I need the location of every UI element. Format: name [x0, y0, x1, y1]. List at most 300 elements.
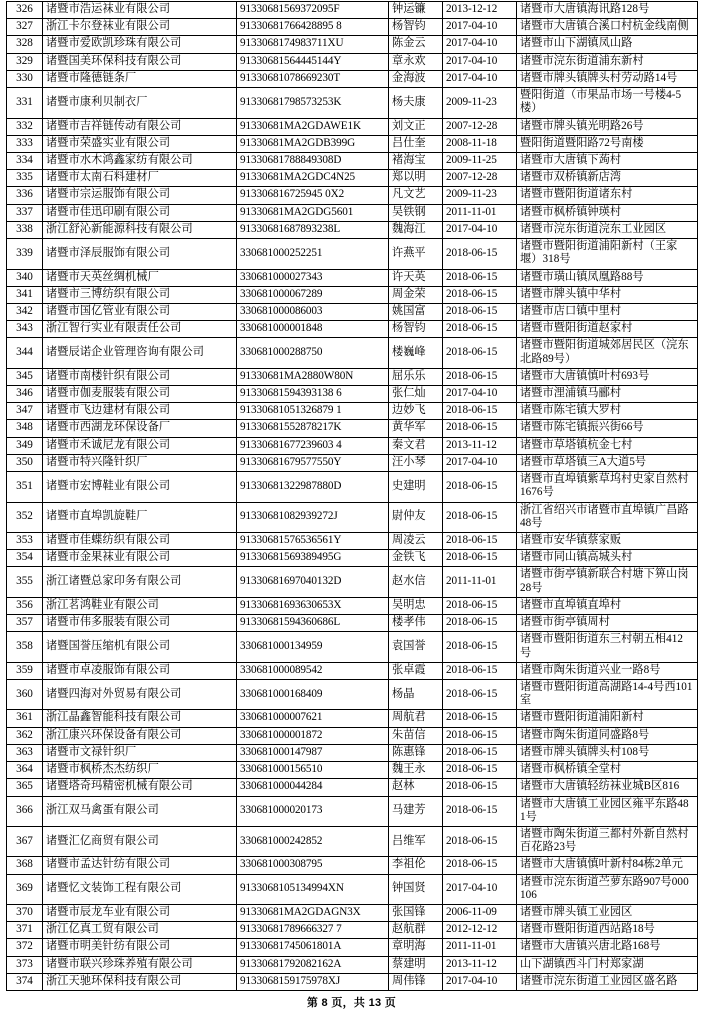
row-enterprise-name-cell: 诸暨市太南石料建材厂 — [43, 170, 237, 187]
row-index-cell: 326 — [7, 2, 43, 19]
row-address-cell: 诸暨市枫桥镇钟瑛村 — [517, 204, 698, 221]
row-registration-date-cell: 2018-06-15 — [443, 533, 517, 550]
row-address-cell: 诸暨市暨阳街道城郊居民区（浣东北路89号） — [517, 338, 698, 368]
row-enterprise-name-cell: 诸暨市宏博鞋业有限公司 — [43, 472, 237, 502]
row-credit-code-cell: 91330681594393138 6 — [237, 386, 389, 403]
row-registration-date-cell: 2012-12-12 — [443, 922, 517, 939]
row-legal-person-cell: 金铁飞 — [389, 550, 443, 567]
row-registration-date-cell: 2009-11-25 — [443, 152, 517, 169]
row-enterprise-name-cell: 诸暨市佳蝶纺织有限公司 — [43, 533, 237, 550]
row-address-cell: 诸暨市直埠镇紫草坞村史家自然村1676号 — [517, 472, 698, 502]
row-credit-code-cell: 330681000134959 — [237, 632, 389, 662]
table-row — [7, 779, 698, 796]
row-enterprise-name-cell: 诸暨市康利贝制衣厂 — [43, 88, 237, 118]
row-credit-code-cell: 330681000156510 — [237, 762, 389, 779]
row-registration-date-cell: 2018-06-15 — [443, 303, 517, 320]
row-credit-code-cell: 330681000168409 — [237, 679, 389, 709]
row-index-cell: 350 — [7, 454, 43, 471]
row-legal-person-cell: 楼孝伟 — [389, 615, 443, 632]
row-credit-code-cell: 91330681745061801A — [237, 939, 389, 956]
row-address-cell: 诸暨市大唐镇合溪口村杭金线南侧 — [517, 19, 698, 36]
row-registration-date-cell: 2018-06-15 — [443, 286, 517, 303]
row-registration-date-cell: 2008-11-18 — [443, 135, 517, 152]
row-legal-person-cell: 黄华军 — [389, 420, 443, 437]
row-registration-date-cell: 2018-06-15 — [443, 744, 517, 761]
table-row — [7, 874, 698, 904]
table-row — [7, 321, 698, 338]
row-registration-date-cell: 2011-11-01 — [443, 567, 517, 597]
row-legal-person-cell: 赵水信 — [389, 567, 443, 597]
row-enterprise-name-cell: 诸暨市文禄针织厂 — [43, 744, 237, 761]
row-enterprise-name-cell: 浙江诸暨总家印务有限公司 — [43, 567, 237, 597]
table-row — [7, 2, 698, 19]
row-enterprise-name-cell: 诸暨市枫桥杰杰纺织厂 — [43, 762, 237, 779]
table-row — [7, 956, 698, 973]
table-row — [7, 762, 698, 779]
row-registration-date-cell: 2018-06-15 — [443, 632, 517, 662]
table-row — [7, 170, 698, 187]
row-credit-code-cell: 91330681MA2GDAWE1K — [237, 118, 389, 135]
row-address-cell: 诸暨市山下湖镇凤山路 — [517, 36, 698, 53]
table-row — [7, 744, 698, 761]
row-enterprise-name-cell: 诸暨市南楼针织有限公司 — [43, 368, 237, 385]
row-legal-person-cell: 陈惠锋 — [389, 744, 443, 761]
table-row — [7, 152, 698, 169]
table-row — [7, 567, 698, 597]
row-address-cell: 诸暨市牌头镇工业园区 — [517, 905, 698, 922]
row-enterprise-name-cell: 诸暨市爱欧凯珍珠有限公司 — [43, 36, 237, 53]
row-credit-code-cell: 330681000086003 — [237, 303, 389, 320]
row-enterprise-name-cell: 浙江晶鑫智能科技有限公司 — [43, 710, 237, 727]
row-legal-person-cell: 吕维军 — [389, 826, 443, 856]
row-index-cell: 338 — [7, 221, 43, 238]
row-index-cell: 370 — [7, 905, 43, 922]
row-enterprise-name-cell: 浙江康兴环保设备有限公司 — [43, 727, 237, 744]
table-row — [7, 796, 698, 826]
row-address-cell: 诸暨市暨阳街道东三村朝五相412号 — [517, 632, 698, 662]
table-row — [7, 36, 698, 53]
row-registration-date-cell: 2018-06-15 — [443, 597, 517, 614]
row-credit-code-cell: 330681000001872 — [237, 727, 389, 744]
row-credit-code-cell: 330681000089542 — [237, 662, 389, 679]
row-legal-person-cell: 张国锋 — [389, 905, 443, 922]
row-index-cell: 363 — [7, 744, 43, 761]
row-legal-person-cell: 杨晶 — [389, 679, 443, 709]
row-credit-code-cell: 330681000001848 — [237, 321, 389, 338]
row-index-cell: 359 — [7, 662, 43, 679]
row-index-cell: 340 — [7, 269, 43, 286]
row-index-cell: 362 — [7, 727, 43, 744]
row-legal-person-cell: 屈乐乐 — [389, 368, 443, 385]
row-index-cell: 371 — [7, 922, 43, 939]
row-registration-date-cell: 2017-04-10 — [443, 19, 517, 36]
row-index-cell: 333 — [7, 135, 43, 152]
row-address-cell: 诸暨市大唐镇下蒟村 — [517, 152, 698, 169]
row-legal-person-cell: 杨夫康 — [389, 88, 443, 118]
row-registration-date-cell: 2018-06-15 — [443, 710, 517, 727]
row-legal-person-cell: 张卓霞 — [389, 662, 443, 679]
row-address-cell: 诸暨市牌头镇牌头村劳动路14号 — [517, 70, 698, 87]
row-address-cell: 诸暨市暨阳街道赵家村 — [517, 321, 698, 338]
row-address-cell: 诸暨市安华镇蔡家贩 — [517, 533, 698, 550]
row-index-cell: 352 — [7, 502, 43, 532]
row-legal-person-cell: 魏王永 — [389, 762, 443, 779]
row-address-cell: 诸暨市暨阳街道浦阳新村 — [517, 710, 698, 727]
row-credit-code-cell: 91330681322987880D — [237, 472, 389, 502]
row-credit-code-cell: 91330681792082162A — [237, 956, 389, 973]
row-registration-date-cell: 2018-06-15 — [443, 239, 517, 269]
row-registration-date-cell: 2018-06-15 — [443, 403, 517, 420]
row-enterprise-name-cell: 浙江天驰环保科技有限公司 — [43, 973, 237, 990]
row-credit-code-cell: 91330681552878217K — [237, 420, 389, 437]
row-index-cell: 353 — [7, 533, 43, 550]
row-index-cell: 366 — [7, 796, 43, 826]
row-registration-date-cell: 2018-06-15 — [443, 615, 517, 632]
row-registration-date-cell: 2018-06-15 — [443, 779, 517, 796]
row-legal-person-cell: 许燕平 — [389, 239, 443, 269]
row-address-cell: 诸暨市街亭镇新联合村塘下箅山岗28号 — [517, 567, 698, 597]
row-index-cell: 358 — [7, 632, 43, 662]
row-address-cell: 诸暨市璜山镇凤凰路88号 — [517, 269, 698, 286]
row-enterprise-name-cell: 浙江茗鸿鞋业有限公司 — [43, 597, 237, 614]
row-enterprise-name-cell: 诸暨四海对外贸易有限公司 — [43, 679, 237, 709]
row-credit-code-cell: 330681000044284 — [237, 779, 389, 796]
row-credit-code-cell: 91330681569389495G — [237, 550, 389, 567]
row-enterprise-name-cell: 浙江舒沁新能源科技有限公司 — [43, 221, 237, 238]
row-enterprise-name-cell: 诸暨国美环保科技有限公司 — [43, 53, 237, 70]
row-index-cell: 369 — [7, 874, 43, 904]
row-index-cell: 372 — [7, 939, 43, 956]
row-legal-person-cell: 秦文君 — [389, 437, 443, 454]
row-registration-date-cell: 2017-04-10 — [443, 221, 517, 238]
row-credit-code-cell: 91330681MA2GDAGN3X — [237, 905, 389, 922]
row-registration-date-cell: 2009-11-23 — [443, 88, 517, 118]
row-registration-date-cell: 2017-04-10 — [443, 53, 517, 70]
row-registration-date-cell: 2011-11-01 — [443, 204, 517, 221]
row-credit-code-cell: 91330681788849308D — [237, 152, 389, 169]
row-credit-code-cell: 91330681789666327 7 — [237, 922, 389, 939]
row-legal-person-cell: 赵航群 — [389, 922, 443, 939]
row-legal-person-cell: 张仁灿 — [389, 386, 443, 403]
row-index-cell: 341 — [7, 286, 43, 303]
row-legal-person-cell: 钟运镰 — [389, 2, 443, 19]
row-registration-date-cell: 2018-06-15 — [443, 727, 517, 744]
row-registration-date-cell: 2018-06-15 — [443, 368, 517, 385]
row-address-cell: 诸暨市双桥镇新店湾 — [517, 170, 698, 187]
table-row — [7, 338, 698, 368]
row-enterprise-name-cell: 诸暨市国亿管业有限公司 — [43, 303, 237, 320]
row-registration-date-cell: 2013-11-12 — [443, 437, 517, 454]
table-row — [7, 269, 698, 286]
row-enterprise-name-cell: 诸暨市直埠凯旋鞋厂 — [43, 502, 237, 532]
row-address-cell: 山下湖镇西斗门村郑家湖 — [517, 956, 698, 973]
table-row — [7, 533, 698, 550]
row-credit-code-cell: 330681000020173 — [237, 796, 389, 826]
row-address-cell: 诸暨市暨阳街道西站路18号 — [517, 922, 698, 939]
row-legal-person-cell: 郑以明 — [389, 170, 443, 187]
row-enterprise-name-cell: 诸暨市隆德链条厂 — [43, 70, 237, 87]
row-legal-person-cell: 陈金云 — [389, 36, 443, 53]
table-row — [7, 454, 698, 471]
row-address-cell: 诸暨市大唐镇慎叶村693号 — [517, 368, 698, 385]
row-index-cell: 327 — [7, 19, 43, 36]
row-enterprise-name-cell: 诸暨国誉压缩机有限公司 — [43, 632, 237, 662]
row-enterprise-name-cell: 诸暨辰诺企业管理咨询有限公司 — [43, 338, 237, 368]
row-enterprise-name-cell: 诸暨市卓凌服饰有限公司 — [43, 662, 237, 679]
table-row — [7, 632, 698, 662]
row-credit-code-cell: 913306816725945 0X2 — [237, 187, 389, 204]
table-row — [7, 53, 698, 70]
row-index-cell: 337 — [7, 204, 43, 221]
table-row — [7, 727, 698, 744]
page-footer: 第 8 页，共 13 页 — [306, 997, 397, 1010]
row-legal-person-cell: 钟国贤 — [389, 874, 443, 904]
row-credit-code-cell: 9133068105134994XN — [237, 874, 389, 904]
row-index-cell: 365 — [7, 779, 43, 796]
row-credit-code-cell: 91330681MA2880W80N — [237, 368, 389, 385]
row-registration-date-cell: 2011-11-01 — [443, 939, 517, 956]
table-row — [7, 118, 698, 135]
row-registration-date-cell: 2018-06-15 — [443, 857, 517, 874]
row-registration-date-cell: 2017-04-10 — [443, 386, 517, 403]
row-address-cell: 诸暨市陶朱街道三都村外新自然村百花路23号 — [517, 826, 698, 856]
table-row — [7, 368, 698, 385]
row-address-cell: 诸暨市暨阳街道高湖路14-4号西101室 — [517, 679, 698, 709]
row-registration-date-cell: 2018-06-15 — [443, 472, 517, 502]
row-legal-person-cell: 史建明 — [389, 472, 443, 502]
row-index-cell: 336 — [7, 187, 43, 204]
row-registration-date-cell: 2017-04-10 — [443, 36, 517, 53]
row-credit-code-cell: 330681000007621 — [237, 710, 389, 727]
row-registration-date-cell: 2009-11-23 — [443, 187, 517, 204]
row-registration-date-cell: 2018-06-15 — [443, 826, 517, 856]
row-credit-code-cell: 330681000252251 — [237, 239, 389, 269]
table-row — [7, 615, 698, 632]
row-credit-code-cell: 91330681679577550Y — [237, 454, 389, 471]
row-credit-code-cell: 330681000067289 — [237, 286, 389, 303]
row-index-cell: 329 — [7, 53, 43, 70]
row-legal-person-cell: 金海波 — [389, 70, 443, 87]
table-row — [7, 679, 698, 709]
row-address-cell: 诸暨市浣东街道苎萝东路907号000106 — [517, 874, 698, 904]
table-row — [7, 662, 698, 679]
table-row — [7, 502, 698, 532]
row-address-cell: 诸暨市枫桥镇全堂村 — [517, 762, 698, 779]
table-row — [7, 135, 698, 152]
row-index-cell: 373 — [7, 956, 43, 973]
row-registration-date-cell: 2007-12-28 — [443, 118, 517, 135]
row-enterprise-name-cell: 浙江双马禽蛋有限公司 — [43, 796, 237, 826]
row-legal-person-cell: 章永欢 — [389, 53, 443, 70]
row-enterprise-name-cell: 诸暨市佳迅印刷有限公司 — [43, 204, 237, 221]
table-row — [7, 905, 698, 922]
table-row — [7, 826, 698, 856]
row-registration-date-cell: 2018-06-15 — [443, 269, 517, 286]
row-registration-date-cell: 2013-11-12 — [443, 956, 517, 973]
table-row — [7, 204, 698, 221]
row-registration-date-cell: 2018-06-15 — [443, 550, 517, 567]
row-enterprise-name-cell: 诸暨市天英丝绸机械厂 — [43, 269, 237, 286]
row-address-cell: 诸暨市草塔镇三A大道5号 — [517, 454, 698, 471]
row-enterprise-name-cell: 诸暨市宗运服饰有限公司 — [43, 187, 237, 204]
row-index-cell: 368 — [7, 857, 43, 874]
table-row — [7, 857, 698, 874]
row-legal-person-cell: 尉仲友 — [389, 502, 443, 532]
row-credit-code-cell: 91330681766428895 8 — [237, 19, 389, 36]
row-index-cell: 330 — [7, 70, 43, 87]
enterprise-registry-table — [6, 1, 698, 991]
row-address-cell: 诸暨市草塔镇杭金七村 — [517, 437, 698, 454]
row-index-cell: 351 — [7, 472, 43, 502]
row-legal-person-cell: 凡文艺 — [389, 187, 443, 204]
row-legal-person-cell: 周金荣 — [389, 286, 443, 303]
row-enterprise-name-cell: 诸暨市金果袜业有限公司 — [43, 550, 237, 567]
row-index-cell: 346 — [7, 386, 43, 403]
row-credit-code-cell: 330681000288750 — [237, 338, 389, 368]
row-enterprise-name-cell: 诸暨市伟多服装有限公司 — [43, 615, 237, 632]
row-address-cell: 诸暨市浣东街道浣东工业园区 — [517, 221, 698, 238]
table-row — [7, 303, 698, 320]
row-registration-date-cell: 2018-06-15 — [443, 502, 517, 532]
row-registration-date-cell: 2017-04-10 — [443, 973, 517, 990]
row-enterprise-name-cell: 诸暨市吉祥链传动有限公司 — [43, 118, 237, 135]
row-credit-code-cell: 91330681569372095F — [237, 2, 389, 19]
row-index-cell: 354 — [7, 550, 43, 567]
row-index-cell: 335 — [7, 170, 43, 187]
row-legal-person-cell: 朱苗信 — [389, 727, 443, 744]
row-index-cell: 334 — [7, 152, 43, 169]
row-index-cell: 374 — [7, 973, 43, 990]
row-legal-person-cell: 许天英 — [389, 269, 443, 286]
row-registration-date-cell: 2018-06-15 — [443, 321, 517, 338]
row-address-cell: 诸暨市大唐镇工业园区雍平东路481号 — [517, 796, 698, 826]
row-legal-person-cell: 姚国富 — [389, 303, 443, 320]
row-legal-person-cell: 褚海宝 — [389, 152, 443, 169]
row-enterprise-name-cell: 诸暨汇亿商贸有限公司 — [43, 826, 237, 856]
table-row — [7, 187, 698, 204]
row-credit-code-cell: 91330681082939272J — [237, 502, 389, 532]
row-legal-person-cell: 吴明忠 — [389, 597, 443, 614]
row-index-cell: 345 — [7, 368, 43, 385]
row-index-cell: 343 — [7, 321, 43, 338]
row-enterprise-name-cell: 诸暨市特兴隆针织厂 — [43, 454, 237, 471]
row-registration-date-cell: 2018-06-15 — [443, 796, 517, 826]
row-index-cell: 344 — [7, 338, 43, 368]
row-legal-person-cell: 吴铁钢 — [389, 204, 443, 221]
row-index-cell: 331 — [7, 88, 43, 118]
row-legal-person-cell: 袁国誉 — [389, 632, 443, 662]
row-address-cell: 暨阳街道暨阳路72号南楼 — [517, 135, 698, 152]
table-row — [7, 437, 698, 454]
row-enterprise-name-cell: 浙江卡尔登袜业有限公司 — [43, 19, 237, 36]
row-index-cell: 367 — [7, 826, 43, 856]
row-address-cell: 诸暨市牌头镇光明路26号 — [517, 118, 698, 135]
row-index-cell: 332 — [7, 118, 43, 135]
row-legal-person-cell: 周航君 — [389, 710, 443, 727]
row-credit-code-cell: 91330681MA2GDG5601 — [237, 204, 389, 221]
row-credit-code-cell: 91330681594360686L — [237, 615, 389, 632]
row-index-cell: 349 — [7, 437, 43, 454]
row-address-cell: 诸暨市浣东街道浦东新村 — [517, 53, 698, 70]
row-legal-person-cell: 杨智钧 — [389, 321, 443, 338]
row-address-cell: 诸暨市大唐镇兴唐北路168号 — [517, 939, 698, 956]
row-enterprise-name-cell: 诸暨塔奇玛精密机械有限公司 — [43, 779, 237, 796]
row-enterprise-name-cell: 诸暨市三博纺织有限公司 — [43, 286, 237, 303]
table-row — [7, 973, 698, 990]
row-enterprise-name-cell: 诸暨市泽辰服饰有限公司 — [43, 239, 237, 269]
row-enterprise-name-cell: 诸暨市明美针纺有限公司 — [43, 939, 237, 956]
row-enterprise-name-cell: 诸暨市浩运袜业有限公司 — [43, 2, 237, 19]
row-enterprise-name-cell: 诸暨市禾诚尼龙有限公司 — [43, 437, 237, 454]
row-legal-person-cell: 楼巍峰 — [389, 338, 443, 368]
row-address-cell: 诸暨市牌头镇中华村 — [517, 286, 698, 303]
table-row — [7, 70, 698, 87]
row-credit-code-cell: 91330681697040132D — [237, 567, 389, 597]
row-registration-date-cell: 2013-12-12 — [443, 2, 517, 19]
row-address-cell: 诸暨市陈宅镇振兴街66号 — [517, 420, 698, 437]
row-address-cell: 诸暨市牌头镇牌头村108号 — [517, 744, 698, 761]
row-legal-person-cell: 蔡建明 — [389, 956, 443, 973]
table-row — [7, 239, 698, 269]
row-index-cell: 356 — [7, 597, 43, 614]
row-index-cell: 360 — [7, 679, 43, 709]
row-enterprise-name-cell: 诸暨市飞边建材有限公司 — [43, 403, 237, 420]
row-address-cell: 诸暨市陶朱街道兴业一路8号 — [517, 662, 698, 679]
row-index-cell: 328 — [7, 36, 43, 53]
row-credit-code-cell: 330681000147987 — [237, 744, 389, 761]
row-address-cell: 诸暨市街亭镇周村 — [517, 615, 698, 632]
row-legal-person-cell: 章明海 — [389, 939, 443, 956]
table-body — [7, 2, 698, 991]
row-legal-person-cell: 汪小琴 — [389, 454, 443, 471]
row-credit-code-cell: 91330681677239603 4 — [237, 437, 389, 454]
row-enterprise-name-cell: 浙江亿真工贸有限公司 — [43, 922, 237, 939]
row-registration-date-cell: 2017-04-10 — [443, 70, 517, 87]
table-row — [7, 286, 698, 303]
row-address-cell: 暨阳街道（市果品市场一号楼4-5楼） — [517, 88, 698, 118]
table-row — [7, 221, 698, 238]
row-enterprise-name-cell: 诸暨忆文装饰工程有限公司 — [43, 874, 237, 904]
row-credit-code-cell: 91330681687893238L — [237, 221, 389, 238]
row-enterprise-name-cell: 诸暨市伽麦服装有限公司 — [43, 386, 237, 403]
row-enterprise-name-cell: 诸暨市孟达针纺有限公司 — [43, 857, 237, 874]
row-credit-code-cell: 91330681564445144Y — [237, 53, 389, 70]
row-legal-person-cell: 边妙飞 — [389, 403, 443, 420]
row-address-cell: 诸暨市暨阳街道诸东村 — [517, 187, 698, 204]
row-registration-date-cell: 2007-12-28 — [443, 170, 517, 187]
table-row — [7, 710, 698, 727]
row-index-cell: 339 — [7, 239, 43, 269]
row-index-cell: 364 — [7, 762, 43, 779]
row-index-cell: 361 — [7, 710, 43, 727]
table-row — [7, 922, 698, 939]
table-row — [7, 19, 698, 36]
table-row — [7, 472, 698, 502]
row-credit-code-cell: 9133068159175978XJ — [237, 973, 389, 990]
row-address-cell: 诸暨市陈宅镇大罗村 — [517, 403, 698, 420]
row-address-cell: 浙江省绍兴市诸暨市直埠镇广昌路48号 — [517, 502, 698, 532]
row-credit-code-cell: 91330681051326879 1 — [237, 403, 389, 420]
row-legal-person-cell: 吕仕奎 — [389, 135, 443, 152]
table-row — [7, 403, 698, 420]
row-address-cell: 诸暨市同山镇高城头村 — [517, 550, 698, 567]
row-address-cell: 诸暨市浣东街道工业园区盛名路 — [517, 973, 698, 990]
row-legal-person-cell: 赵林 — [389, 779, 443, 796]
row-address-cell: 诸暨市陶朱街道同盛路8号 — [517, 727, 698, 744]
row-legal-person-cell: 周凌云 — [389, 533, 443, 550]
row-enterprise-name-cell: 诸暨市荣盛实业有限公司 — [43, 135, 237, 152]
row-legal-person-cell: 马建芳 — [389, 796, 443, 826]
